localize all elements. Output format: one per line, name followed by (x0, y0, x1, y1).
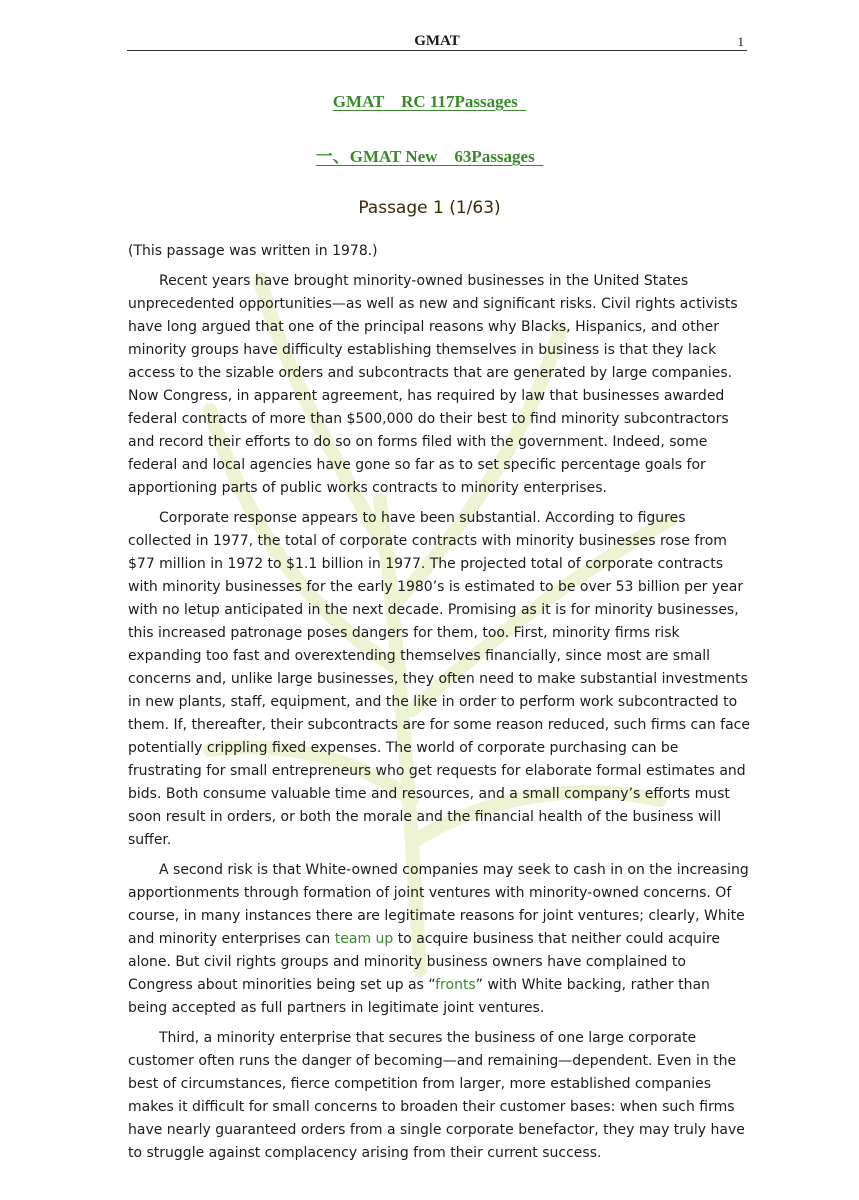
header-title: GMAT (414, 33, 460, 49)
page-header (127, 30, 747, 51)
paragraph-3-part-c: ” with White backing, rather than being accepted as full partners in legitimate joint ventures. (128, 977, 710, 1016)
page-number: 1 (737, 34, 744, 49)
highlight-fronts: fronts (435, 977, 476, 993)
passage-title: Passage 1 (1/63) (358, 198, 501, 218)
paragraph-3-part-b: to acquire business that neither could acquire alone. But civil rights groups and minority business owners have complained to Congress about minorities being set up as “ (128, 931, 720, 993)
section-heading-text: 一、GMAT New 63Passages (315, 147, 544, 166)
passage-body (128, 240, 750, 1172)
paragraph-2: Corporate response appears to have been substantial. According to figures collected in 1977, the total of corporate contracts with minority businesses rose from $77 million in 1972 to $1.1 billion in 1977. The projected total of corporate contracts with minority businesses for the early 1980’s is estimated to be over 53 billion per year with no letup anticipated in the next decade. Promising as it is for minority businesses, this increased patronage poses dangers for them, too. First, minority firms risk expanding too fast and overextending themselves financially, since most are small concerns and, unlike large businesses, they often need to make substantial investments in new plants, staff, equipment, and the like in order to perform work subcontracted to them. If, thereafter, their subcontracts are for some reason reduced, such firms can face potentially crippling fixed expenses. The world of corporate purchasing can be frustrating for small entrepreneurs who get requests for elaborate formal estimates and bids. Both consume valuable time and resources, and a small company’s efforts must soon result in orders, or both the morale and the financial health of the business will suffer. (128, 510, 750, 848)
paragraph-3 (128, 859, 750, 1020)
passage-note: (This passage was written in 1978.) (128, 243, 378, 259)
section-heading (0, 142, 859, 167)
main-heading (0, 92, 859, 112)
paragraph-3-part-a: A second risk is that White-owned companies may seek to cash in on the increasing apportionments through formation of joint ventures with minority-owned concerns. Of course, in many instances there are legitimate reasons for joint ventures; clearly, White and minority enterprises can (128, 862, 749, 947)
highlight-team-up: team up (334, 931, 394, 947)
main-heading-text: GMAT RC 117Passages (332, 92, 527, 111)
paragraph-1: Recent years have brought minority-owned businesses in the United States unprecedented opportunities—as well as new and significant risks. Civil rights activists have long argued that one of the principal reasons why Blacks, Hispanics, and other minority groups have difficulty establishing themselves in business is that they lack access to the sizable orders and subcontracts that are generated by large companies. Now Congress, in apparent agreement, has required by law that businesses awarded federal contracts of more than $500,000 do their best to find minority subcontractors and record their efforts to do so on forms filed with the government. Indeed, some federal and local agencies have gone so far as to set specific percentage goals for apportioning parts of public works contracts to minority enterprises. (128, 273, 738, 496)
paragraph-4: Third, a minority enterprise that secures the business of one large corporate customer often runs the danger of becoming—and remaining—dependent. Even in the best of circumstances, fierce competition from larger, more established companies makes it difficult for small concerns to broaden their customer bases: when such firms have nearly guaranteed orders from a single corporate benefactor, they may truly have to struggle against complacency arising from their current success. (128, 1030, 745, 1161)
